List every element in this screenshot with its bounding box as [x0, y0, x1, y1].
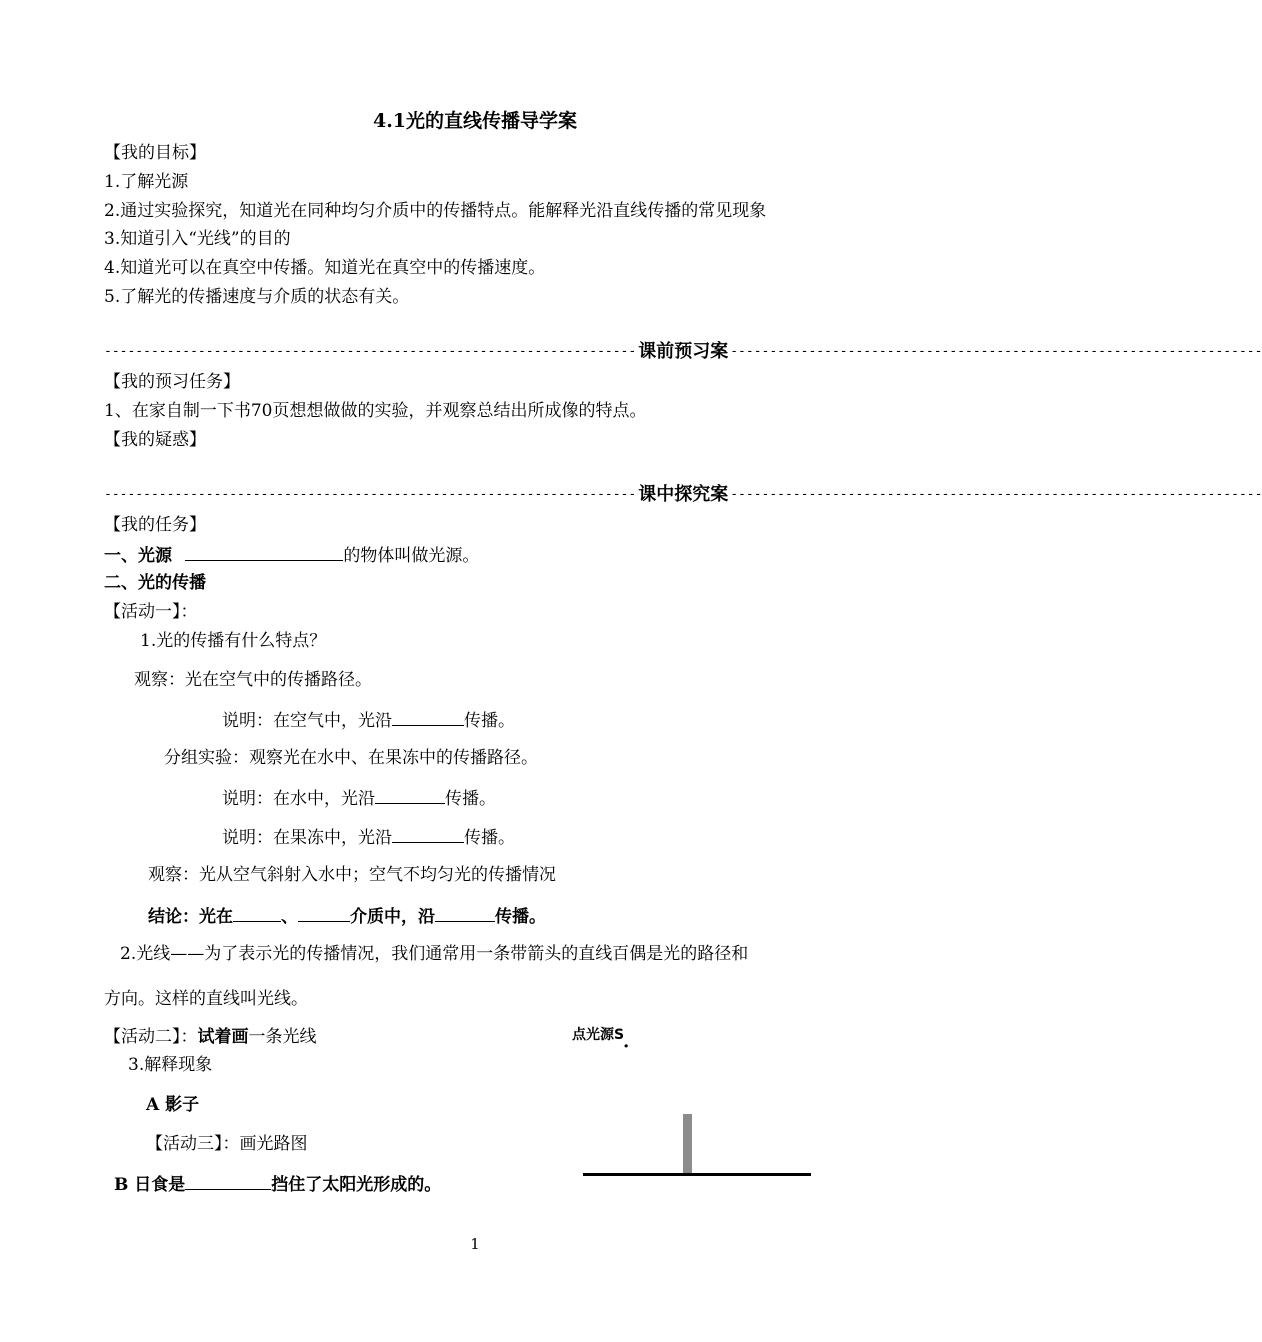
conclusion-line [148, 904, 546, 928]
explain-water-end: 传播。 [445, 789, 496, 809]
activity-2-text: 一条光线 [248, 1027, 317, 1047]
point-source-label: 点光源S [572, 1027, 625, 1043]
conclusion-blank-3[interactable] [435, 904, 495, 922]
conclusion-blank-1[interactable] [233, 904, 281, 922]
goal-item-4: 4.知道光可以在真空中传播。知道光在真空中的传播速度。 [104, 258, 546, 278]
ray-definition-line-2: 方向。这样的直线叫光线。 [104, 989, 308, 1009]
explain-water-blank[interactable] [375, 786, 445, 804]
page-title: 4.1光的直线传播导学案 [372, 110, 578, 132]
light-source-line [104, 543, 479, 567]
explain-water-text: 说明：在水中，光沿 [222, 789, 375, 809]
ground-line [583, 1173, 811, 1176]
divider-dashes-left: -------------------------------------------------------------------- [104, 344, 637, 359]
shadow-label: A 影子 [146, 1095, 200, 1115]
preview-task-1: 1、在家自制一下书70页想想做做的实验，并观察总结出所成像的特点。 [104, 401, 647, 421]
eclipse-blank[interactable] [185, 1172, 271, 1190]
goal-item-2: 2.通过实验探究，知道光在同种均匀介质中的传播特点。能解释光沿直线传播的常见现象 [104, 201, 767, 221]
inquiry-task-header: 【我的任务】 [104, 515, 206, 535]
eclipse-line [114, 1172, 441, 1196]
eclipse-text-b: 挡住了太阳光形成的。 [271, 1175, 442, 1195]
explain-air-blank[interactable] [392, 708, 464, 726]
preview-section-title: 课前预习案 [638, 341, 729, 362]
propagation-label: 二、光的传播 [104, 573, 206, 593]
inquiry-section-title: 课中探究案 [638, 484, 729, 505]
conclusion-text-c: 传播。 [495, 907, 546, 927]
light-source-label: 一、光源 [104, 546, 172, 566]
activity-2-bold: 试着画 [197, 1027, 249, 1047]
activity-2-label: 【活动二】： [104, 1027, 198, 1047]
inquiry-divider [104, 484, 1262, 506]
observe-oblique: 观察：光从空气斜射入水中；空气不均匀光的传播情况 [148, 865, 556, 885]
group-experiment: 分组实验：观察光在水中、在果冻中的传播路径。 [164, 748, 538, 768]
explain-air-end: 传播。 [464, 711, 515, 731]
divider-dashes-right: -------------------------------------------------------------------- [730, 487, 1262, 502]
conclusion-sep: 、 [281, 907, 298, 927]
explain-phenomena: 3.解释现象 [128, 1055, 213, 1075]
divider-dashes-right: -------------------------------------------------------------------- [730, 344, 1262, 359]
goal-item-3: 3.知道引入“光线”的目的 [104, 229, 291, 249]
explain-jelly-blank[interactable] [392, 825, 464, 843]
observe-air: 观察：光在空气中的传播路径。 [134, 670, 372, 690]
activity-1-label: 【活动一】： [104, 602, 198, 622]
goal-item-1: 1.了解光源 [104, 172, 189, 192]
point-source-dot: · [623, 1036, 630, 1057]
explain-water-line [222, 786, 496, 810]
explain-jelly-end: 传播。 [464, 828, 515, 848]
conclusion-text-a: 结论：光在 [148, 907, 233, 927]
light-source-text: 的物体叫做光源。 [343, 546, 480, 566]
explain-air-text: 说明：在空气中，光沿 [222, 711, 392, 731]
preview-task-header: 【我的预习任务】 [104, 372, 240, 392]
pole [683, 1114, 692, 1174]
divider-dashes-left: -------------------------------------------------------------------- [104, 487, 637, 502]
ray-definition-line-1: 2.光线——为了表示光的传播情况，我们通常用一条带箭头的直线百偶是光的路径和 [120, 944, 749, 964]
explain-jelly-text: 说明：在果冻中，光沿 [222, 828, 392, 848]
doubt-header: 【我的疑惑】 [104, 430, 206, 450]
activity-2-line [104, 1026, 317, 1048]
eclipse-text-a: B 日食是 [114, 1175, 186, 1195]
goal-item-5: 5.了解光的传播速度与介质的状态有关。 [104, 287, 410, 307]
activity-3-label: 【活动三】：画光路图 [146, 1134, 308, 1154]
light-source-blank[interactable] [185, 543, 343, 561]
explain-jelly-line [222, 825, 515, 849]
explain-air-line [222, 708, 515, 732]
preview-divider [104, 341, 1262, 363]
goals-header: 【我的目标】 [104, 143, 206, 163]
conclusion-blank-2[interactable] [298, 904, 350, 922]
question-1: 1.光的传播有什么特点？ [140, 631, 327, 651]
page-number: 1 [470, 1235, 480, 1253]
conclusion-text-b: 介质中，沿 [350, 907, 435, 927]
